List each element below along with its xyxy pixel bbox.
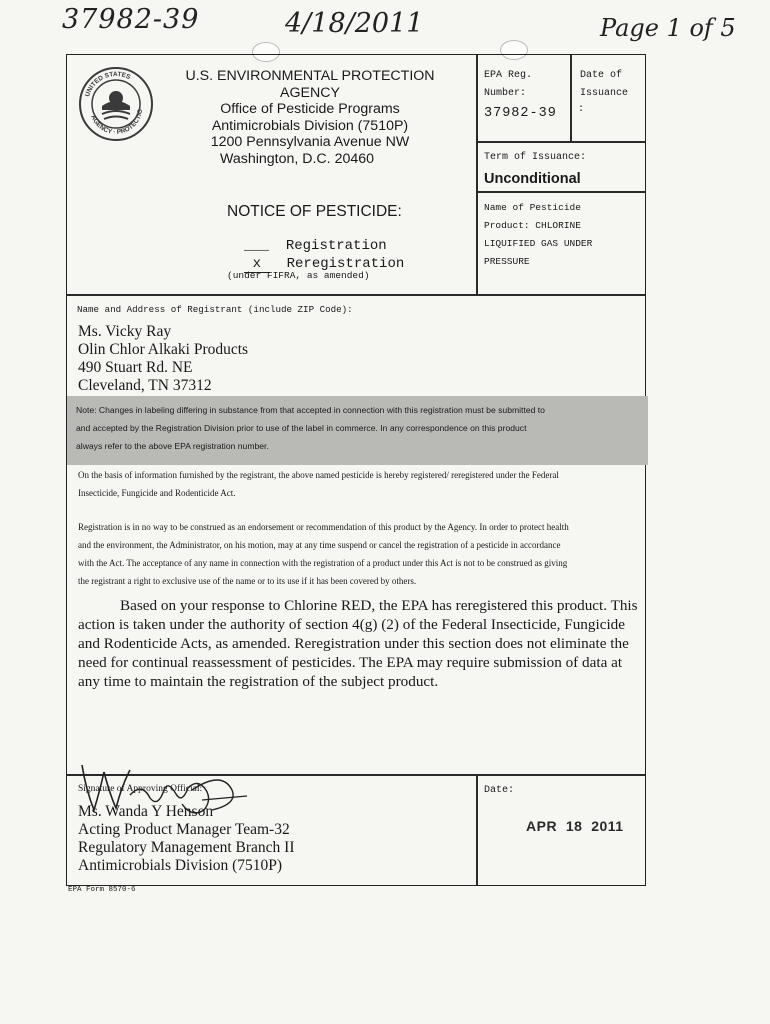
form-number: EPA Form 8570-6 bbox=[68, 886, 136, 894]
notice-option-reregistration bbox=[227, 240, 404, 273]
product-line-2: LIQUIFIED GAS UNDER bbox=[484, 238, 593, 249]
handwritten-page-number: Page 1 of 5 bbox=[600, 14, 736, 42]
product-name bbox=[484, 199, 592, 271]
divider-top-vertical bbox=[476, 55, 478, 295]
registrant-city: Cleveland, TN 37312 bbox=[78, 377, 212, 394]
registrant-label: Name and Address of Registrant (include ZIP Code): bbox=[77, 304, 353, 315]
svg-text:UNITED STATES bbox=[84, 71, 132, 98]
term-value: Unconditional bbox=[484, 171, 581, 187]
reregistration-body: Based on your response to Chlorine RED, the EPA has reregistered this product. This action is taken under the authority of section 4(g) (2) of the Federal Insecticide, Fungicide and Rodenticide Acts, as amended. Reregistration under this section does not eliminate the need for continual reassessment of pesticides. The EPA may require submission of data at any time to maintain the registration of the subject product. bbox=[78, 597, 638, 690]
registrant-name: Ms. Vicky Ray bbox=[78, 323, 172, 340]
divider-header-bottom bbox=[66, 294, 645, 296]
note-box bbox=[67, 396, 648, 465]
agency-name: U.S. ENVIRONMENTAL PROTECTION bbox=[185, 68, 435, 84]
signatory-info bbox=[78, 803, 295, 875]
divider-sig-vertical bbox=[476, 774, 478, 885]
note-line-1: Note: Changes in labeling differing in substance from that accepted in connection with this registration must be submitted to bbox=[76, 405, 545, 415]
epa-reg-label: EPA Reg. Number: bbox=[484, 70, 533, 99]
issuance-value: : bbox=[578, 104, 585, 115]
registrant-address bbox=[78, 323, 248, 395]
signatory-branch: Regulatory Management Branch II bbox=[78, 839, 295, 856]
agency-division: Antimicrobials Division (7510P) bbox=[211, 117, 409, 134]
reregistration-checkbox: x bbox=[244, 256, 270, 273]
registration-checkbox: ___ bbox=[243, 238, 270, 254]
agency-office: Office of Pesticide Programs bbox=[220, 101, 400, 117]
signature-label: Signature of Approving Official: bbox=[78, 784, 203, 794]
signatory-title: Acting Product Manager Team-32 bbox=[78, 821, 290, 838]
construed-paragraph: Registration is in no way to be construed as an endorsement or recommendation of this product by the Agency. In order to protect health and the environment, the Administrator, on his motion, may at any time suspend or cancel the registration of a pesticide in accordance with the Act. The acceptance of any name in connection with the registration of a product under this Act is not to be construed as giving the registrant a right to exclusive use of the name or to its use if it has been covered by others. bbox=[78, 522, 569, 586]
epa-seal bbox=[78, 66, 154, 142]
date-label: Date: bbox=[484, 785, 515, 796]
term-label: Term of Issuance: bbox=[484, 152, 587, 163]
note-line-3: always refer to the above EPA registration number. bbox=[76, 441, 269, 451]
epa-seal-icon bbox=[78, 66, 154, 142]
note-line-2: and accepted by the Registration Division prior to use of the label in commerce. In any correspondence on this product bbox=[76, 423, 527, 433]
handwritten-date: 4/18/2011 bbox=[285, 8, 424, 39]
reregistration-label: Reregistration bbox=[286, 256, 405, 272]
agency-header bbox=[160, 68, 460, 167]
date-stamp: APR 18 2011 bbox=[526, 818, 624, 834]
product-line-3: PRESSURE bbox=[484, 256, 530, 267]
basis-paragraph: On the basis of information furnished by the registrant, the above named pesticide is hereby registered/ reregistered under the Federal Insecticide, Fungicide and Rodenticide Act. bbox=[78, 470, 559, 498]
divider-after-reg bbox=[476, 141, 645, 143]
handwritten-reg-number: 37982-39 bbox=[62, 4, 200, 35]
signatory-name: Ms. Wanda Y Henson bbox=[78, 803, 214, 820]
product-line-1: Product: CHLORINE bbox=[484, 220, 581, 231]
epa-reg-number: 37982-39 bbox=[484, 106, 557, 121]
registrant-street: 490 Stuart Rd. NE bbox=[78, 359, 193, 376]
agency-city: Washington, D.C. 20460 bbox=[219, 150, 375, 167]
issuance-label: Date of Issuance bbox=[580, 70, 629, 99]
seal-text-bottom: AGENCY · PROTECTIO bbox=[89, 108, 145, 137]
registrant-company: Olin Chlor Alkaki Products bbox=[78, 341, 249, 358]
divider-reg-date bbox=[570, 55, 572, 142]
notice-footnote: (under FIFRA, as amended) bbox=[227, 270, 370, 281]
agency-street: 1200 Pennsylvania Avenue NW bbox=[210, 134, 410, 150]
seal-text-top: UNITED STATES bbox=[84, 70, 132, 98]
agency-name-cont: AGENCY bbox=[280, 84, 340, 101]
notice-title: NOTICE OF PESTICIDE: bbox=[227, 203, 402, 220]
divider-after-term bbox=[476, 191, 645, 193]
product-label: Name of Pesticide bbox=[484, 202, 581, 213]
registration-label: Registration bbox=[285, 238, 387, 254]
signatory-division: Antimicrobials Division (7510P) bbox=[78, 857, 283, 874]
